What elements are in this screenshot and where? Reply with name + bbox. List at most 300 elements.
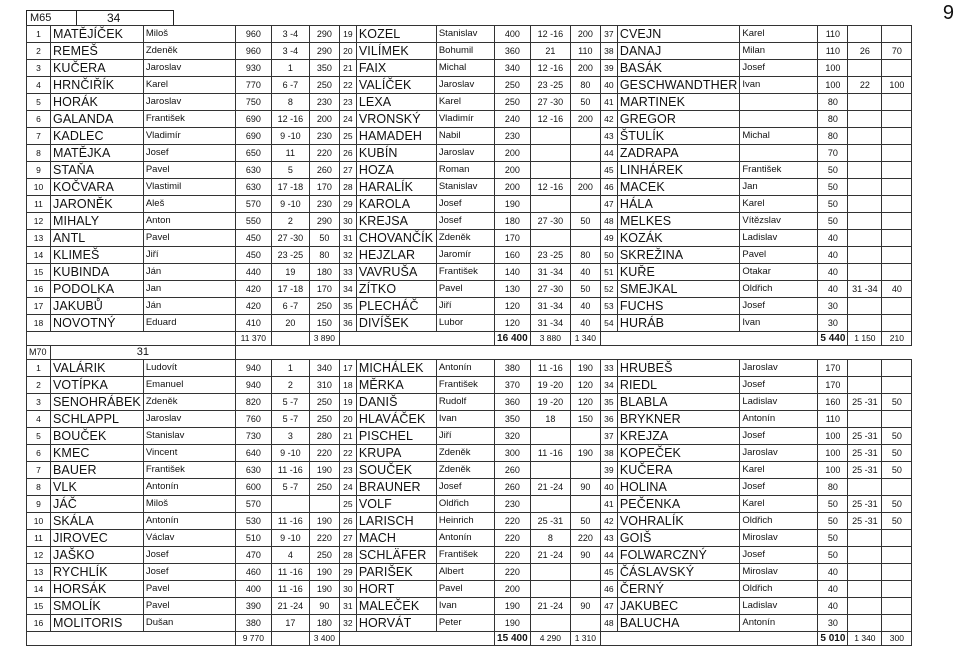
m65-cell: 180 [309,264,339,281]
m70-total-e: 1 310 [570,632,600,646]
m65-cell: 23 -25 [530,247,570,264]
m70-cell: 35 [600,394,617,411]
m70-header-row [27,346,912,360]
m65-cell: Josef [740,298,818,315]
m65-cell: 410 [235,315,271,332]
m65-cell: 450 [235,247,271,264]
m65-cell: 110 [818,26,848,43]
m70-cell: Antonín [740,615,818,632]
m70-cell: 190 [494,598,530,615]
m65-cell: 40 [818,264,848,281]
m65-cell: 12 [27,213,51,230]
m65-cell: 50 [818,213,848,230]
m70-cell [848,411,882,428]
m70-row [27,530,912,547]
m65-cell: KUŘE [617,264,740,281]
m70-cell: Ladislav [740,598,818,615]
m65-cell: Ján [143,264,235,281]
m65-cell: Ivan [740,315,818,332]
m65-cell: 47 [600,196,617,213]
m70-cell: 46 [600,581,617,598]
m70-cell: RYCHLÍK [51,564,144,581]
m70-cell: 220 [309,445,339,462]
m70-cell: 230 [494,496,530,513]
m65-cell: HEJZLAR [356,247,436,264]
m70-cell: 9 -10 [271,445,309,462]
m65-cell: 80 [818,111,848,128]
m65-cell: 170 [309,281,339,298]
m65-cell: REMEŠ [51,43,144,60]
m70-cell: 40 [600,479,617,496]
m65-cell: 17 [27,298,51,315]
m70-cell [848,530,882,547]
m65-cell: HURÁB [617,315,740,332]
m65-cell: Michal [740,128,818,145]
m70-row [27,598,912,615]
m70-cell: BRYKNER [617,411,740,428]
m65-cell: 27 -30 [530,94,570,111]
m70-cell: 50 [818,513,848,530]
m70-cell [570,496,600,513]
m70-cell: 3 [271,428,309,445]
m65-cell: 50 [818,179,848,196]
m70-cell: 21 -24 [271,598,309,615]
m65-cell: 13 [27,230,51,247]
m65-cell: Josef [740,60,818,77]
m70-cell: Heinrich [436,513,494,530]
m65-cell: 170 [309,179,339,196]
m65-cell: Jaroslav [436,77,494,94]
m65-cell: 18 [27,315,51,332]
m70-cell [882,479,912,496]
m70-cell: 5 [27,428,51,445]
m65-cell: KREJSA [356,213,436,230]
m70-cell: Jiří [436,428,494,445]
m65-cell: 200 [494,162,530,179]
m70-cell: 33 [600,360,617,377]
m70-cell: 100 [818,428,848,445]
m65-cell: 50 [570,94,600,111]
m65-cell: 250 [309,298,339,315]
m65-cell [882,264,912,281]
m65-cell: Pavel [436,281,494,298]
m65-cell [848,26,882,43]
m70-cell: 24 [339,479,356,496]
m70-cell: František [436,547,494,564]
m70-row [27,564,912,581]
m65-cell: Aleš [143,196,235,213]
empty-cell [27,332,236,346]
m65-cell [848,128,882,145]
m65-cell: 110 [570,43,600,60]
m70-cell: Miloš [143,496,235,513]
m70-cell [530,581,570,598]
m65-total-h: 210 [882,332,912,346]
m70-cell: 3 [27,394,51,411]
m70-cell: 43 [600,530,617,547]
m65-cell: MATĚJÍČEK [51,26,144,43]
m70-row [27,394,912,411]
m70-cell: 11 -16 [530,445,570,462]
m65-cell: 630 [235,162,271,179]
m70-cell: 5 -7 [271,411,309,428]
m65-cell: KOČVARA [51,179,144,196]
m65-cell: 50 [600,247,617,264]
m65-cell: 6 -7 [271,298,309,315]
m70-cell [530,564,570,581]
m70-cell: Ivan [436,598,494,615]
m70-cell: 25 -31 [848,462,882,479]
m65-cell: 36 [339,315,356,332]
m65-total-f: 5 440 [818,332,848,346]
m65-cell: Jiří [436,298,494,315]
m70-cell: 42 [600,513,617,530]
m70-cell: 29 [339,564,356,581]
m65-cell: SMEJKAL [617,281,740,298]
m70-cell: 150 [570,411,600,428]
m65-cell [848,247,882,264]
m70-totals-row [27,632,912,646]
empty-cell [235,346,912,360]
m65-cell: 10 [27,179,51,196]
m70-cell: 510 [235,530,271,547]
m65-cell [570,162,600,179]
m70-cell: 50 [882,462,912,479]
m65-header [26,10,174,26]
m70-cell [271,496,309,513]
m70-cell [570,615,600,632]
m65-cell: 290 [309,26,339,43]
m65-cell: František [436,264,494,281]
m70-cell: 40 [818,598,848,615]
m70-row [27,496,912,513]
m70-cell [848,581,882,598]
m65-cell: 220 [309,145,339,162]
m65-cell [848,264,882,281]
m65-cell [882,298,912,315]
m65-cell: Jiří [143,247,235,264]
m65-cell: 21 [339,60,356,77]
m70-cell: 570 [235,496,271,513]
m70-cell: 12 [27,547,51,564]
m70-cell: 50 [882,428,912,445]
m70-cell: MOLITORIS [51,615,144,632]
m70-cell: PARIŠEK [356,564,436,581]
m65-cell [882,111,912,128]
m65-cell: 23 -25 [530,77,570,94]
m65-cell: 190 [494,196,530,213]
m70-cell: 190 [309,564,339,581]
m70-cell [570,462,600,479]
m70-cell [530,496,570,513]
m70-cell: Jaroslav [740,445,818,462]
m70-cell: 19 -20 [530,394,570,411]
m70-cell [882,564,912,581]
m70-cell [848,360,882,377]
m65-cell: Otakar [740,264,818,281]
m65-cell: 2 [271,213,309,230]
m65-cell: 100 [818,60,848,77]
m70-cell: 25 -31 [848,445,882,462]
m65-total-d: 3 880 [530,332,570,346]
m70-cell: 380 [494,360,530,377]
empty-cell [600,632,818,646]
m65-cell [848,196,882,213]
m70-cell [882,598,912,615]
m65-cell: ZADRAPA [617,145,740,162]
m65-cell: 37 [600,26,617,43]
m65-cell: BASÁK [617,60,740,77]
m65-cell: 19 [339,26,356,43]
m70-cell [848,615,882,632]
m70-cell: 250 [309,394,339,411]
m65-cell: CHOVANČÍK [356,230,436,247]
m65-cell: 52 [600,281,617,298]
m65-cell: 230 [309,128,339,145]
m65-cell [530,128,570,145]
m65-cell: 17 -18 [271,281,309,298]
m65-cell: 80 [818,128,848,145]
m70-cell: Pavel [436,581,494,598]
m65-cell: 4 [27,77,51,94]
m65-cell: 120 [494,298,530,315]
m70-cell: 4 [271,547,309,564]
m65-cell: 290 [309,213,339,230]
m65-cell: Jaroslav [436,145,494,162]
m65-cell: Vítězslav [740,213,818,230]
m65-cell: 50 [570,213,600,230]
m70-cell: Antonín [143,513,235,530]
m70-cell: 17 [271,615,309,632]
m70-cell: 11 -16 [271,513,309,530]
m65-cell: HOZA [356,162,436,179]
m70-cell: 30 [818,615,848,632]
m65-cell: 230 [494,128,530,145]
m65-cell: 30 [818,298,848,315]
m70-cell [882,411,912,428]
m65-cell: KAROLA [356,196,436,213]
m65-cell: 27 -30 [530,213,570,230]
m65-cell: 45 [600,162,617,179]
m65-cell: 50 [818,162,848,179]
m65-cell: 450 [235,230,271,247]
m70-total-g: 1 340 [848,632,882,646]
m70-cell: Ladislav [740,394,818,411]
m70-cell: 50 [570,513,600,530]
m65-cell: 28 [339,179,356,196]
m65-row [27,162,912,179]
m65-cell: 31 -34 [530,264,570,281]
m65-cell: 960 [235,26,271,43]
m65-cell: Stanislav [436,179,494,196]
m65-cell: 420 [235,298,271,315]
m70-cell: JÁČ [51,496,144,513]
m65-cell: Josef [143,145,235,162]
m65-cell: 170 [494,230,530,247]
m65-cell: Ján [143,298,235,315]
m70-cell: Jaroslav [740,360,818,377]
m70-cell: MICHÁLEK [356,360,436,377]
m65-cell [882,230,912,247]
m65-cell: 100 [818,77,848,94]
m65-cell: 35 [339,298,356,315]
m65-cell: Vladimír [143,128,235,145]
m65-cell: 44 [600,145,617,162]
m70-cell: 39 [600,462,617,479]
m65-cell: 11 [27,196,51,213]
m65-cell: Karel [436,94,494,111]
m65-cell: 31 [339,230,356,247]
m70-cell: 220 [494,564,530,581]
m65-cell: Ivan [740,77,818,94]
m70-cell [848,377,882,394]
m70-cell: František [436,377,494,394]
m70-cell: 460 [235,564,271,581]
m65-cell: 8 [271,94,309,111]
m70-cell: DANIŠ [356,394,436,411]
m65-cell [848,230,882,247]
m70-cell: 1 [271,360,309,377]
m65-cell: 51 [600,264,617,281]
m70-cell: Josef [143,564,235,581]
m65-cell: 1 [27,26,51,43]
m65-row [27,94,912,111]
m65-row [27,315,912,332]
m70-cell [530,428,570,445]
m65-cell: 22 [848,77,882,94]
m70-cell: 90 [570,479,600,496]
m70-cell: 50 [818,547,848,564]
m65-cell: 38 [600,43,617,60]
m70-cell: 9 -10 [271,530,309,547]
m70-cell: VALÁRIK [51,360,144,377]
m70-cell: Ludovít [143,360,235,377]
m65-cell: Anton [143,213,235,230]
m65-cell: PODOLKA [51,281,144,298]
m70-cell: 630 [235,462,271,479]
m70-cell: Oldřich [740,581,818,598]
m70-cell [530,462,570,479]
m70-cell: RIEDL [617,377,740,394]
m65-cell: Jaroslav [143,60,235,77]
m65-cell: 9 -10 [271,196,309,213]
m65-cell: 960 [235,43,271,60]
m65-cell: Zdeněk [436,230,494,247]
m70-cell: 23 [339,462,356,479]
m65-cell: 15 [27,264,51,281]
m70-cell: VOTÍPKA [51,377,144,394]
m65-cell [882,196,912,213]
m70-cell: Zdeněk [436,462,494,479]
m70-cell: 25 [339,496,356,513]
m70-cell: 4 [27,411,51,428]
m70-cell: 48 [600,615,617,632]
m65-cell: 200 [309,111,339,128]
m65-cell: 1 [271,60,309,77]
m65-cell: ANTL [51,230,144,247]
m70-cell: Stanislav [143,428,235,445]
m70-cell: 40 [818,581,848,598]
m70-cell: 190 [570,360,600,377]
m70-cell [570,581,600,598]
m65-cell: KLIMEŠ [51,247,144,264]
m65-cell: 27 [339,162,356,179]
m65-row [27,230,912,247]
m70-cell: 120 [570,377,600,394]
m70-cell: 19 -20 [530,377,570,394]
m65-row [27,213,912,230]
m65-cell: 40 [818,247,848,264]
m70-cell: 45 [600,564,617,581]
m70-row [27,581,912,598]
m65-cell: Josef [436,213,494,230]
m70-cell: Josef [143,547,235,564]
m65-cell: 200 [570,111,600,128]
m70-cell: 190 [309,462,339,479]
m70-cell: 820 [235,394,271,411]
m65-cell: 24 [339,111,356,128]
m65-cell: 12 -16 [530,26,570,43]
m70-cell: KREJZA [617,428,740,445]
m70-cell: 5 -7 [271,479,309,496]
m65-cell: Michal [436,60,494,77]
m70-cell: KMEC [51,445,144,462]
m65-cell: GALANDA [51,111,144,128]
m65-cell: 31 -34 [530,298,570,315]
m70-cell: Karel [740,496,818,513]
m65-cell: 26 [339,145,356,162]
m70-row [27,445,912,462]
m65-cell: František [143,111,235,128]
m65-cell: Jan [740,179,818,196]
m65-cell [530,162,570,179]
m65-cell: 200 [494,145,530,162]
m65-cell [530,145,570,162]
m65-cell: 42 [600,111,617,128]
m70-cell: 200 [494,581,530,598]
m70-cell: SMOLÍK [51,598,144,615]
m70-cell: František [143,462,235,479]
m65-cell: 110 [818,43,848,60]
m65-cell [848,315,882,332]
m65-cell: 12 -16 [530,179,570,196]
m70-cell: Emanuel [143,377,235,394]
m65-cell: FUCHS [617,298,740,315]
m70-cell: 360 [494,394,530,411]
m65-cell: 8 [27,145,51,162]
m65-cell: 80 [818,94,848,111]
m70-cell: Albert [436,564,494,581]
m70-cell: JIROVEC [51,530,144,547]
m65-cell: 130 [494,281,530,298]
m70-cell: 300 [494,445,530,462]
m65-row [27,281,912,298]
m70-cell: 50 [882,496,912,513]
m65-total-g: 1 150 [848,332,882,346]
m65-cell: 16 [27,281,51,298]
m70-cell: 640 [235,445,271,462]
m65-cell: 240 [494,111,530,128]
category-label: M65 [27,11,77,25]
m65-cell [882,128,912,145]
m65-cell [848,60,882,77]
m65-cell: HORÁK [51,94,144,111]
m65-cell: 46 [600,179,617,196]
m70-cell: 17 [339,360,356,377]
m70-cell: 160 [818,394,848,411]
m70-cell: 600 [235,479,271,496]
m70-cell: BRAUNER [356,479,436,496]
